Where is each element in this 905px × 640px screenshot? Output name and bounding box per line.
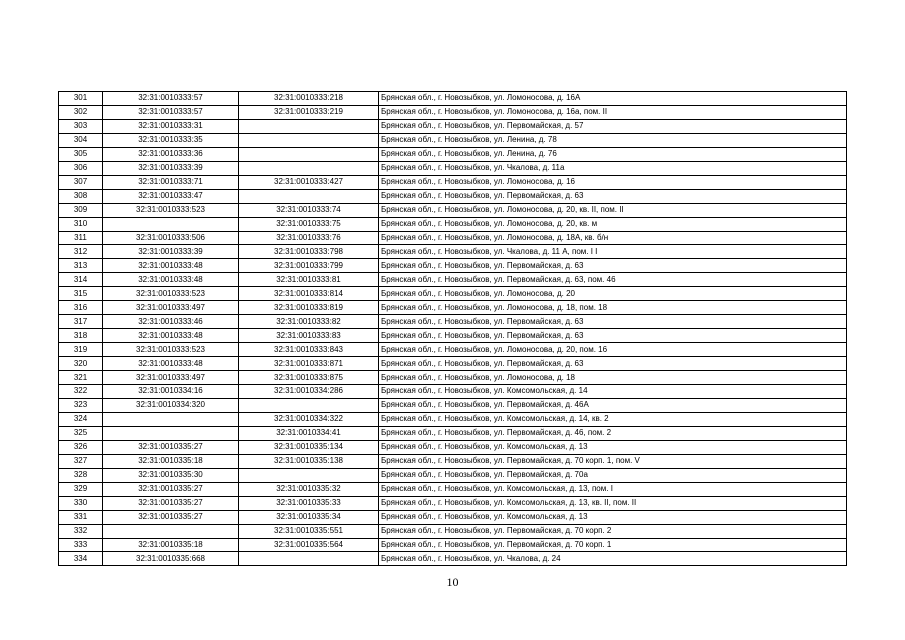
table-row [59, 189, 847, 203]
table-row [59, 398, 847, 412]
address-cell: Брянская обл., г. Новозыбков, ул. Комсомольская, д. 13, кв. II, пом. II [379, 496, 847, 510]
table-row [59, 119, 847, 133]
address-cell: Брянская обл., г. Новозыбков, ул. Ленина, д. 76 [379, 147, 847, 161]
address-cell: Брянская обл., г. Новозыбков, ул. Ломоносова, д. 16А [379, 92, 847, 106]
row-number-cell: 322 [59, 385, 103, 399]
source-cadastral-number-cell: 32:31:0010333:57 [103, 92, 239, 106]
row-number-cell: 329 [59, 482, 103, 496]
source-cadastral-number-cell: 32:31:0010333:497 [103, 301, 239, 315]
object-cadastral-number-cell: 32:31:0010335:564 [239, 538, 379, 552]
object-cadastral-number-cell: 32:31:0010333:843 [239, 343, 379, 357]
table-row [59, 217, 847, 231]
table-row [59, 385, 847, 399]
source-cadastral-number-cell: 32:31:0010333:48 [103, 259, 239, 273]
source-cadastral-number-cell: 32:31:0010333:36 [103, 147, 239, 161]
address-cell: Брянская обл., г. Новозыбков, ул. Ломоносова, д. 18А, кв. б/н [379, 231, 847, 245]
address-cell: Брянская обл., г. Новозыбков, ул. Первомайская, д. 63, пом. 46 [379, 273, 847, 287]
address-cell: Брянская обл., г. Новозыбков, ул. Ломоносова, д. 20, пом. 16 [379, 343, 847, 357]
page-number: 10 [446, 575, 459, 589]
address-cell: Брянская обл., г. Новозыбков, ул. Ломоносова, д. 16 [379, 175, 847, 189]
table-row [59, 343, 847, 357]
object-cadastral-number-cell [239, 147, 379, 161]
row-number-cell: 334 [59, 552, 103, 566]
row-number-cell: 310 [59, 217, 103, 231]
row-number-cell: 304 [59, 133, 103, 147]
row-number-cell: 313 [59, 259, 103, 273]
object-cadastral-number-cell: 32:31:0010333:74 [239, 203, 379, 217]
address-cell: Брянская обл., г. Новозыбков, ул. Чкалова, д. 24 [379, 552, 847, 566]
source-cadastral-number-cell: 32:31:0010335:30 [103, 468, 239, 482]
source-cadastral-number-cell: 32:31:0010333:48 [103, 273, 239, 287]
row-number-cell: 326 [59, 440, 103, 454]
source-cadastral-number-cell: 32:31:0010333:48 [103, 357, 239, 371]
source-cadastral-number-cell: 32:31:0010335:27 [103, 496, 239, 510]
table-row [59, 203, 847, 217]
table-row [59, 175, 847, 189]
object-cadastral-number-cell: 32:31:0010333:83 [239, 329, 379, 343]
object-cadastral-number-cell: 32:31:0010334:41 [239, 426, 379, 440]
row-number-cell: 333 [59, 538, 103, 552]
address-cell: Брянская обл., г. Новозыбков, ул. Ломоносова, д. 20, кв. м [379, 217, 847, 231]
table-row [59, 552, 847, 566]
table-row [59, 371, 847, 385]
object-cadastral-number-cell [239, 161, 379, 175]
object-cadastral-number-cell: 32:31:0010334:322 [239, 412, 379, 426]
source-cadastral-number-cell: 32:31:0010333:497 [103, 371, 239, 385]
address-cell: Брянская обл., г. Новозыбков, ул. Первомайская, д. 63 [379, 357, 847, 371]
row-number-cell: 317 [59, 315, 103, 329]
row-number-cell: 305 [59, 147, 103, 161]
table-row [59, 231, 847, 245]
table-row [59, 315, 847, 329]
row-number-cell: 330 [59, 496, 103, 510]
object-cadastral-number-cell [239, 398, 379, 412]
row-number-cell: 312 [59, 245, 103, 259]
object-cadastral-number-cell: 32:31:0010335:32 [239, 482, 379, 496]
object-cadastral-number-cell: 32:31:0010333:819 [239, 301, 379, 315]
source-cadastral-number-cell: 32:31:0010333:506 [103, 231, 239, 245]
table-row [59, 245, 847, 259]
source-cadastral-number-cell: 32:31:0010333:523 [103, 203, 239, 217]
register-table [58, 91, 847, 566]
source-cadastral-number-cell [103, 524, 239, 538]
object-cadastral-number-cell [239, 468, 379, 482]
object-cadastral-number-cell: 32:31:0010335:134 [239, 440, 379, 454]
source-cadastral-number-cell: 32:31:0010333:35 [103, 133, 239, 147]
source-cadastral-number-cell: 32:31:0010333:39 [103, 161, 239, 175]
object-cadastral-number-cell: 32:31:0010335:551 [239, 524, 379, 538]
row-number-cell: 309 [59, 203, 103, 217]
row-number-cell: 307 [59, 175, 103, 189]
row-number-cell: 316 [59, 301, 103, 315]
object-cadastral-number-cell: 32:31:0010333:871 [239, 357, 379, 371]
row-number-cell: 324 [59, 412, 103, 426]
object-cadastral-number-cell: 32:31:0010333:218 [239, 92, 379, 106]
table-row [59, 329, 847, 343]
address-cell: Брянская обл., г. Новозыбков, ул. Первомайская, д. 57 [379, 119, 847, 133]
object-cadastral-number-cell [239, 133, 379, 147]
object-cadastral-number-cell: 32:31:0010333:799 [239, 259, 379, 273]
row-number-cell: 320 [59, 357, 103, 371]
row-number-cell: 328 [59, 468, 103, 482]
address-cell: Брянская обл., г. Новозыбков, ул. Первомайская, д. 70а [379, 468, 847, 482]
table-row [59, 482, 847, 496]
address-cell: Брянская обл., г. Новозыбков, ул. Ломоносова, д. 16а, пом. II [379, 105, 847, 119]
object-cadastral-number-cell: 32:31:0010334:286 [239, 385, 379, 399]
address-cell: Брянская обл., г. Новозыбков, ул. Первомайская, д. 63 [379, 189, 847, 203]
address-cell: Брянская обл., г. Новозыбков, ул. Комсомольская, д. 13, пом. I [379, 482, 847, 496]
address-cell: Брянская обл., г. Новозыбков, ул. Первомайская, д. 46, пом. 2 [379, 426, 847, 440]
address-cell: Брянская обл., г. Новозыбков, ул. Первомайская, д. 63 [379, 329, 847, 343]
address-cell: Брянская обл., г. Новозыбков, ул. Чкалова, д. 11 А, пом. I I [379, 245, 847, 259]
table-row [59, 440, 847, 454]
address-cell: Брянская обл., г. Новозыбков, ул. Первомайская, д. 70 корп. 1 [379, 538, 847, 552]
source-cadastral-number-cell [103, 217, 239, 231]
row-number-cell: 318 [59, 329, 103, 343]
source-cadastral-number-cell: 32:31:0010335:27 [103, 482, 239, 496]
object-cadastral-number-cell: 32:31:0010333:798 [239, 245, 379, 259]
address-cell: Брянская обл., г. Новозыбков, ул. Ленина, д. 78 [379, 133, 847, 147]
address-cell: Брянская обл., г. Новозыбков, ул. Ломоносова, д. 18, пом. 18 [379, 301, 847, 315]
table-row [59, 426, 847, 440]
table-row [59, 357, 847, 371]
source-cadastral-number-cell: 32:31:0010335:27 [103, 510, 239, 524]
row-number-cell: 301 [59, 92, 103, 106]
source-cadastral-number-cell: 32:31:0010333:57 [103, 105, 239, 119]
table-row [59, 161, 847, 175]
table-row [59, 92, 847, 106]
row-number-cell: 325 [59, 426, 103, 440]
address-cell: Брянская обл., г. Новозыбков, ул. Ломоносова, д. 20 [379, 287, 847, 301]
object-cadastral-number-cell: 32:31:0010333:814 [239, 287, 379, 301]
object-cadastral-number-cell: 32:31:0010333:81 [239, 273, 379, 287]
address-cell: Брянская обл., г. Новозыбков, ул. Первомайская, д. 70 корп. 2 [379, 524, 847, 538]
address-cell: Брянская обл., г. Новозыбков, ул. Первомайская, д. 70 корп. 1, пом. V [379, 454, 847, 468]
row-number-cell: 315 [59, 287, 103, 301]
table-row [59, 510, 847, 524]
row-number-cell: 306 [59, 161, 103, 175]
object-cadastral-number-cell [239, 189, 379, 203]
table-row [59, 454, 847, 468]
table-row [59, 538, 847, 552]
table-row [59, 301, 847, 315]
object-cadastral-number-cell: 32:31:0010333:75 [239, 217, 379, 231]
address-cell: Брянская обл., г. Новозыбков, ул. Первомайская, д. 63 [379, 315, 847, 329]
address-cell: Брянская обл., г. Новозыбков, ул. Ломоносова, д. 20, кв. II, пом. II [379, 203, 847, 217]
source-cadastral-number-cell [103, 412, 239, 426]
row-number-cell: 303 [59, 119, 103, 133]
row-number-cell: 323 [59, 398, 103, 412]
table-row [59, 259, 847, 273]
row-number-cell: 308 [59, 189, 103, 203]
object-cadastral-number-cell: 32:31:0010333:76 [239, 231, 379, 245]
table-row [59, 147, 847, 161]
row-number-cell: 314 [59, 273, 103, 287]
source-cadastral-number-cell: 32:31:0010335:27 [103, 440, 239, 454]
source-cadastral-number-cell: 32:31:0010333:71 [103, 175, 239, 189]
table-row [59, 273, 847, 287]
table-row [59, 412, 847, 426]
object-cadastral-number-cell: 32:31:0010333:219 [239, 105, 379, 119]
source-cadastral-number-cell: 32:31:0010334:320 [103, 398, 239, 412]
row-number-cell: 321 [59, 371, 103, 385]
row-number-cell: 311 [59, 231, 103, 245]
table-row [59, 105, 847, 119]
object-cadastral-number-cell: 32:31:0010335:138 [239, 454, 379, 468]
object-cadastral-number-cell: 32:31:0010335:34 [239, 510, 379, 524]
object-cadastral-number-cell [239, 119, 379, 133]
source-cadastral-number-cell: 32:31:0010333:523 [103, 343, 239, 357]
source-cadastral-number-cell [103, 426, 239, 440]
object-cadastral-number-cell [239, 552, 379, 566]
table-row [59, 287, 847, 301]
object-cadastral-number-cell: 32:31:0010335:33 [239, 496, 379, 510]
address-cell: Брянская обл., г. Новозыбков, ул. Ломоносова, д. 18 [379, 371, 847, 385]
row-number-cell: 327 [59, 454, 103, 468]
table-row [59, 524, 847, 538]
register-table-body [59, 92, 847, 566]
object-cadastral-number-cell: 32:31:0010333:427 [239, 175, 379, 189]
table-row [59, 133, 847, 147]
source-cadastral-number-cell: 32:31:0010333:48 [103, 329, 239, 343]
address-cell: Брянская обл., г. Новозыбков, ул. Первомайская, д. 63 [379, 259, 847, 273]
row-number-cell: 319 [59, 343, 103, 357]
object-cadastral-number-cell: 32:31:0010333:82 [239, 315, 379, 329]
source-cadastral-number-cell: 32:31:0010335:18 [103, 454, 239, 468]
source-cadastral-number-cell: 32:31:0010333:39 [103, 245, 239, 259]
source-cadastral-number-cell: 32:31:0010333:46 [103, 315, 239, 329]
address-cell: Брянская обл., г. Новозыбков, ул. Комсомольская, д. 13 [379, 510, 847, 524]
source-cadastral-number-cell: 32:31:0010335:18 [103, 538, 239, 552]
source-cadastral-number-cell: 32:31:0010333:31 [103, 119, 239, 133]
address-cell: Брянская обл., г. Новозыбков, ул. Первомайская, д. 46А [379, 398, 847, 412]
row-number-cell: 331 [59, 510, 103, 524]
source-cadastral-number-cell: 32:31:0010333:523 [103, 287, 239, 301]
source-cadastral-number-cell: 32:31:0010333:47 [103, 189, 239, 203]
table-row [59, 468, 847, 482]
row-number-cell: 302 [59, 105, 103, 119]
source-cadastral-number-cell: 32:31:0010335:668 [103, 552, 239, 566]
address-cell: Брянская обл., г. Новозыбков, ул. Комсомольская, д. 13 [379, 440, 847, 454]
source-cadastral-number-cell: 32:31:0010334:16 [103, 385, 239, 399]
address-cell: Брянская обл., г. Новозыбков, ул. Комсомольская, д. 14 [379, 385, 847, 399]
address-cell: Брянская обл., г. Новозыбков, ул. Комсомольская, д. 14, кв. 2 [379, 412, 847, 426]
row-number-cell: 332 [59, 524, 103, 538]
table-row [59, 496, 847, 510]
address-cell: Брянская обл., г. Новозыбков, ул. Чкалова, д. 11а [379, 161, 847, 175]
object-cadastral-number-cell: 32:31:0010333:875 [239, 371, 379, 385]
